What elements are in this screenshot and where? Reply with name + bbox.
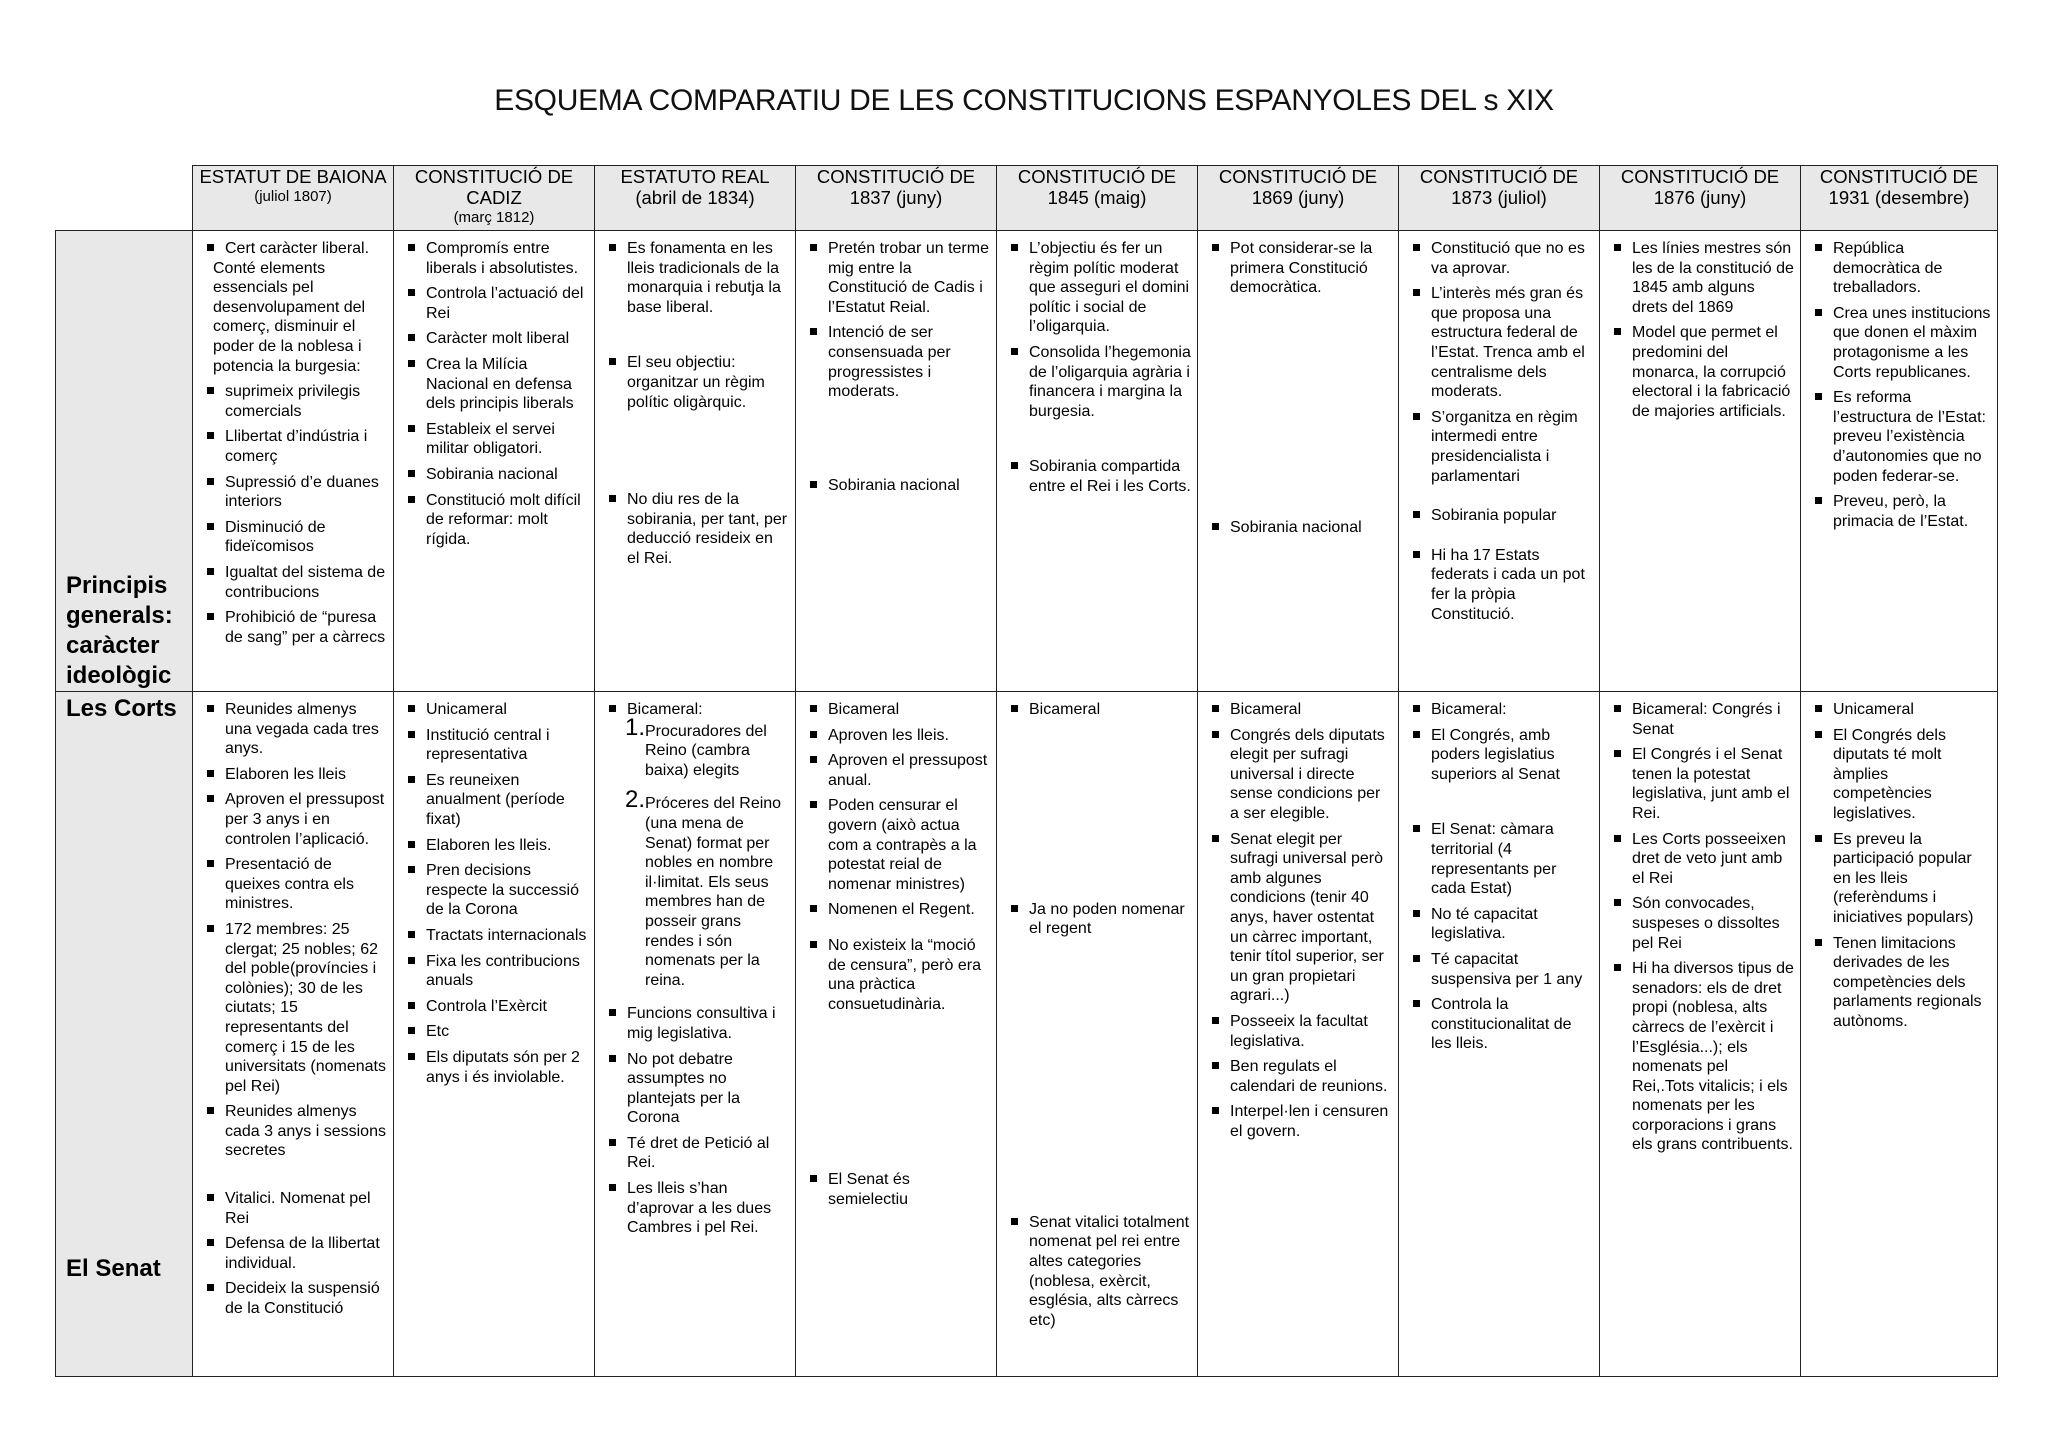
list-item: Presentació de queixes contra els ministres. — [205, 855, 387, 914]
cell-real-principis — [595, 231, 796, 692]
list-item: Defensa de la llibertat individual. — [205, 1234, 387, 1273]
header-row — [56, 166, 1998, 231]
list-item: suprimeix privilegis comercials — [205, 382, 387, 421]
list-item: Té dret de Petició al Rei. — [607, 1134, 789, 1173]
list-item: Constitució molt difícil de reformar: molt rígida. — [406, 491, 588, 550]
cell-1873-corts — [1399, 692, 1600, 1377]
list-item: Fixa les contribucions anuals — [406, 952, 588, 991]
cell-1869-corts — [1198, 692, 1399, 1377]
list-item: Intenció de ser consensuada per progressistes i moderats. — [808, 323, 990, 401]
list-item: El Senat: càmara territorial (4 representants per cada Estat) — [1411, 820, 1593, 898]
column-header: ESTATUT DE BAIONA (juliol 1807) — [193, 166, 394, 231]
cell-real-corts — [595, 692, 796, 1377]
list-item: 1. Procuradores del Reino (cambra baixa) elegits — [625, 713, 767, 779]
list-item: El Congrés i el Senat tenen la potestat legislativa, junt amb el Rei. — [1612, 745, 1794, 823]
list-item: Aproven el pressupost anual. — [808, 751, 990, 790]
list-item: Aproven el pressupost per 3 anys i en controlen l’aplicació. — [205, 790, 387, 849]
list-item: No pot debatre assumptes no plantejats per la Corona — [607, 1050, 789, 1128]
list-item: S’organitza en règim intermedi entre presidencialista i parlamentari — [1411, 408, 1593, 486]
list-item: No diu res de la sobirania, per tant, per deducció resideix en el Rei. — [607, 490, 789, 568]
column-header: CONSTITUCIÓ DE 1837 (juny) — [796, 166, 997, 231]
cell-1845-principis — [997, 231, 1198, 692]
list-item: Sobirania compartida entre el Rei i les Corts. — [1009, 457, 1191, 496]
list-item: L’interès més gran és que proposa una estructura federal de l’Estat. Trenca amb el centralisme dels moderats. — [1411, 284, 1593, 402]
cell-1876-principis — [1600, 231, 1801, 692]
list-item: Disminució de fideïcomisos — [205, 518, 387, 557]
list-item: Posseeix la facultat legislativa. — [1210, 1012, 1392, 1051]
corts-row — [56, 692, 1998, 1377]
column-header: CONSTITUCIÓ DE 1873 (juliol) — [1399, 166, 1600, 231]
comparison-table — [55, 165, 1998, 1377]
list-item: Bicameral — [808, 700, 990, 720]
list-item: Nomenen el Regent. — [808, 900, 990, 920]
list-item: Etc — [406, 1022, 588, 1042]
list-item: Caràcter molt liberal — [406, 329, 588, 349]
list-item: Elaboren les lleis. — [406, 836, 588, 856]
cell-1876-corts — [1600, 692, 1801, 1377]
list-item: Reunides almenys cada 3 anys i sessions secretes — [205, 1102, 387, 1161]
row-label — [56, 692, 193, 1377]
list-item: Controla l’actuació del Rei — [406, 284, 588, 323]
list-item: Senat vitalici totalment nomenat pel rei entre altes categories (noblesa, exèrcit, església, alts càrrecs etc) — [1009, 1213, 1191, 1331]
list-item: Sobirania popular — [1411, 506, 1593, 526]
list-item: Bicameral: — [1411, 700, 1593, 720]
cell-1837-principis — [796, 231, 997, 692]
cell-1845-corts — [997, 692, 1198, 1377]
row-label-corts: Les Corts — [66, 695, 177, 722]
list-item: Crea unes institucions que donen el màxim protagonisme a les Corts republicanes. — [1813, 304, 1991, 382]
list-item: República democràtica de treballadors. — [1813, 239, 1991, 298]
cell-baiona-principis: Cert caràcter liberal. Conté elements essencials pel desenvolupament del comerç, disminuir el poder de la noblesa i potencia la burgesia: suprimeix privilegis comercials Llibertat d’indústria i comerç Supressió d’e duanes interiors Disminució de fideïcomisos Igualtat del sistema de contribucions Prohibició de “puresa de sang” per a càrrecs — [193, 231, 394, 692]
list-item: Consolida l’hegemonia de l’oligarquia agrària i financera i margina la burgesia. — [1009, 343, 1191, 421]
list-item: Sobirania nacional — [808, 476, 990, 496]
list-item: Unicameral — [1813, 700, 1991, 720]
cell-cadiz-corts — [394, 692, 595, 1377]
list-item: El Senat és semielectiu — [808, 1170, 990, 1209]
cell-baiona-corts — [193, 692, 394, 1377]
list-item: Igualtat del sistema de contribucions — [205, 563, 387, 602]
list-item: Tractats internacionals — [406, 926, 588, 946]
column-header: CONSTITUCIÓ DE 1931 (desembre) — [1801, 166, 1998, 231]
cell-cadiz-principis — [394, 231, 595, 692]
list-item: Vitalici. Nomenat pel Rei — [205, 1189, 387, 1228]
list-item: L’objectiu és fer un règim polític moderat que asseguri el domini polític i social de l’oligarquia. — [1009, 239, 1191, 337]
list-item: Controla l’Exèrcit — [406, 997, 588, 1017]
list-item: Bicameral: — [607, 700, 789, 720]
list-item: Es reuneixen anualment (període fixat) — [406, 771, 588, 830]
list-item: Funcions consultiva i mig legislativa. — [607, 1004, 789, 1043]
list-item: Congrés dels diputats elegit per sufragi universal i directe sense condicions per a ser elegible. — [1210, 726, 1392, 824]
list-item: Hi ha diversos tipus de senadors: els de dret propi (noblesa, alts càrrecs de l’exèrcit i l’Església...); els nomenats pel Rei,.Tots vitalicis; i els nomenats per les corporacions i grans els grans contribuents. — [1612, 959, 1794, 1155]
list-item: Poden censurar el govern (això actua com a contrapès a la potestat reial de nomenar ministres) — [808, 796, 990, 894]
list-item: Tenen limitacions derivades de les competències dels parlaments regionals autònoms. — [1813, 934, 1991, 1032]
list-item: Reunides almenys una vegada cada tres anys. — [205, 700, 387, 759]
list-item: Són convocades, suspeses o dissoltes pel Rei — [1612, 894, 1794, 953]
column-header: CONSTITUCIÓ DE 1845 (maig) — [997, 166, 1198, 231]
cell-1931-corts — [1801, 692, 1998, 1377]
corner-cell — [56, 166, 193, 231]
list-item: Bicameral — [1009, 700, 1191, 720]
list-item: Sobirania nacional — [406, 465, 588, 485]
list-item: Els diputats són per 2 anys i és inviolable. — [406, 1048, 588, 1087]
column-header: CONSTITUCIÓ DE 1869 (juny) — [1198, 166, 1399, 231]
list-item: Es preveu la participació popular en les lleis (referèndums i iniciatives populars) — [1813, 830, 1991, 928]
list-item: Llibertat d’indústria i comerç — [205, 427, 387, 466]
cell-1873-principis — [1399, 231, 1600, 692]
list-item: Es reforma l’estructura de l’Estat: preveu l’existència d’autonomies que no poden federar-se. — [1813, 388, 1991, 486]
list-item: Constitució que no es va aprovar. — [1411, 239, 1593, 278]
list-item: Ja no poden nomenar el regent — [1009, 900, 1191, 939]
row-label: Principis generals: caràcter ideològic — [56, 231, 193, 692]
list-item: Pretén trobar un terme mig entre la Constitució de Cadis i l’Estatut Reial. — [808, 239, 990, 317]
page-title: ESQUEMA COMPARATIU DE LES CONSTITUCIONS ESPANYOLES DEL s XIX — [494, 84, 1554, 117]
list-item: Bicameral: Congrés i Senat — [1612, 700, 1794, 739]
list-item: Senat elegit per sufragi universal però amb algunes condicions (tenir 40 anys, haver ostentat un càrrec important, tenir títol superior, ser un gran propietari agrari...) — [1210, 830, 1392, 1006]
list-item: Bicameral — [1210, 700, 1392, 720]
column-header: CONSTITUCIÓ DE 1876 (juny) — [1600, 166, 1801, 231]
list-item: Unicameral — [406, 700, 588, 720]
list-item: Cert caràcter liberal. — [205, 239, 387, 259]
list-item: 172 membres: 25 clergat; 25 nobles; 62 del poble(províncies i colònies); 30 de les ciutats; 15 representants del comerç i 15 de les universitats (nomenats pel Rei) — [205, 920, 387, 1096]
list-item: Pot considerar-se la primera Constitució democràtica. — [1210, 239, 1392, 298]
principis-row — [56, 231, 1998, 692]
list-item: Sobirania nacional — [1210, 518, 1392, 538]
list-item: El Congrés, amb poders legislatius superiors al Senat — [1411, 726, 1593, 785]
row-label-senat: El Senat — [66, 1255, 161, 1282]
list-item: 2. Próceres del Reino (una mena de Senat) format per nobles en nombre il·limitat. Els seus membres han de posseir grans rendes i són nomenats per la reina. — [625, 786, 782, 989]
cell-1869-principis — [1198, 231, 1399, 692]
list-item: Compromís entre liberals i absolutistes. — [406, 239, 588, 278]
list-item: Crea la Milícia Nacional en defensa dels principis liberals — [406, 355, 588, 414]
list-item: No té capacitat legislativa. — [1411, 905, 1593, 944]
list-item: El seu objectiu: organitzar un règim polític oligàrquic. — [607, 353, 789, 412]
list-item: El Congrés dels diputats té molt àmplies competències legislatives. — [1813, 726, 1991, 824]
list-item: Aproven les lleis. — [808, 726, 990, 746]
list-item: Hi ha 17 Estats federats i cada un pot fer la pròpia Constitució. — [1411, 546, 1593, 624]
cell-1931-principis — [1801, 231, 1998, 692]
list-item: Pren decisions respecte la successió de la Corona — [406, 861, 588, 920]
column-header: ESTATUTO REAL (abril de 1834) — [595, 166, 796, 231]
list-item: Model que permet el predomini del monarca, la corrupció electoral i la fabricació de majories artificials. — [1612, 323, 1794, 421]
cell-1837-corts — [796, 692, 997, 1377]
list-item: Ben regulats el calendari de reunions. — [1210, 1057, 1392, 1096]
list-item: Les línies mestres són les de la constitució de 1845 amb alguns drets del 1869 — [1612, 239, 1794, 317]
list-item: Decideix la suspensió de la Constitució — [205, 1279, 387, 1318]
list-item: Té capacitat suspensiva per 1 any — [1411, 950, 1593, 989]
list-item: Preveu, però, la primacia de l’Estat. — [1813, 492, 1991, 531]
list-item: Es fonamenta en les lleis tradicionals de la monarquia i rebutja la base liberal. — [607, 239, 789, 317]
list-item: Interpel·len i censuren el govern. — [1210, 1102, 1392, 1141]
list-item: Elaboren les lleis — [205, 765, 387, 785]
column-header: CONSTITUCIÓ DE CADIZ (març 1812) — [394, 166, 595, 231]
list-item: Les lleis s’han d’aprovar a les dues Cambres i pel Rei. — [607, 1179, 789, 1238]
list-item: Les Corts posseeixen dret de veto junt amb el Rei — [1612, 830, 1794, 889]
list-item: Controla la constitucionalitat de les lleis. — [1411, 995, 1593, 1054]
list-item: Prohibició de “puresa de sang” per a càrrecs — [205, 608, 387, 647]
list-item: Institució central i representativa — [406, 726, 588, 765]
list-item: No existeix la “moció de censura”, però era una pràctica consuetudinària. — [808, 936, 990, 1014]
list-item: Estableix el servei militar obligatori. — [406, 420, 588, 459]
list-item: Supressió d’e duanes interiors — [205, 473, 387, 512]
